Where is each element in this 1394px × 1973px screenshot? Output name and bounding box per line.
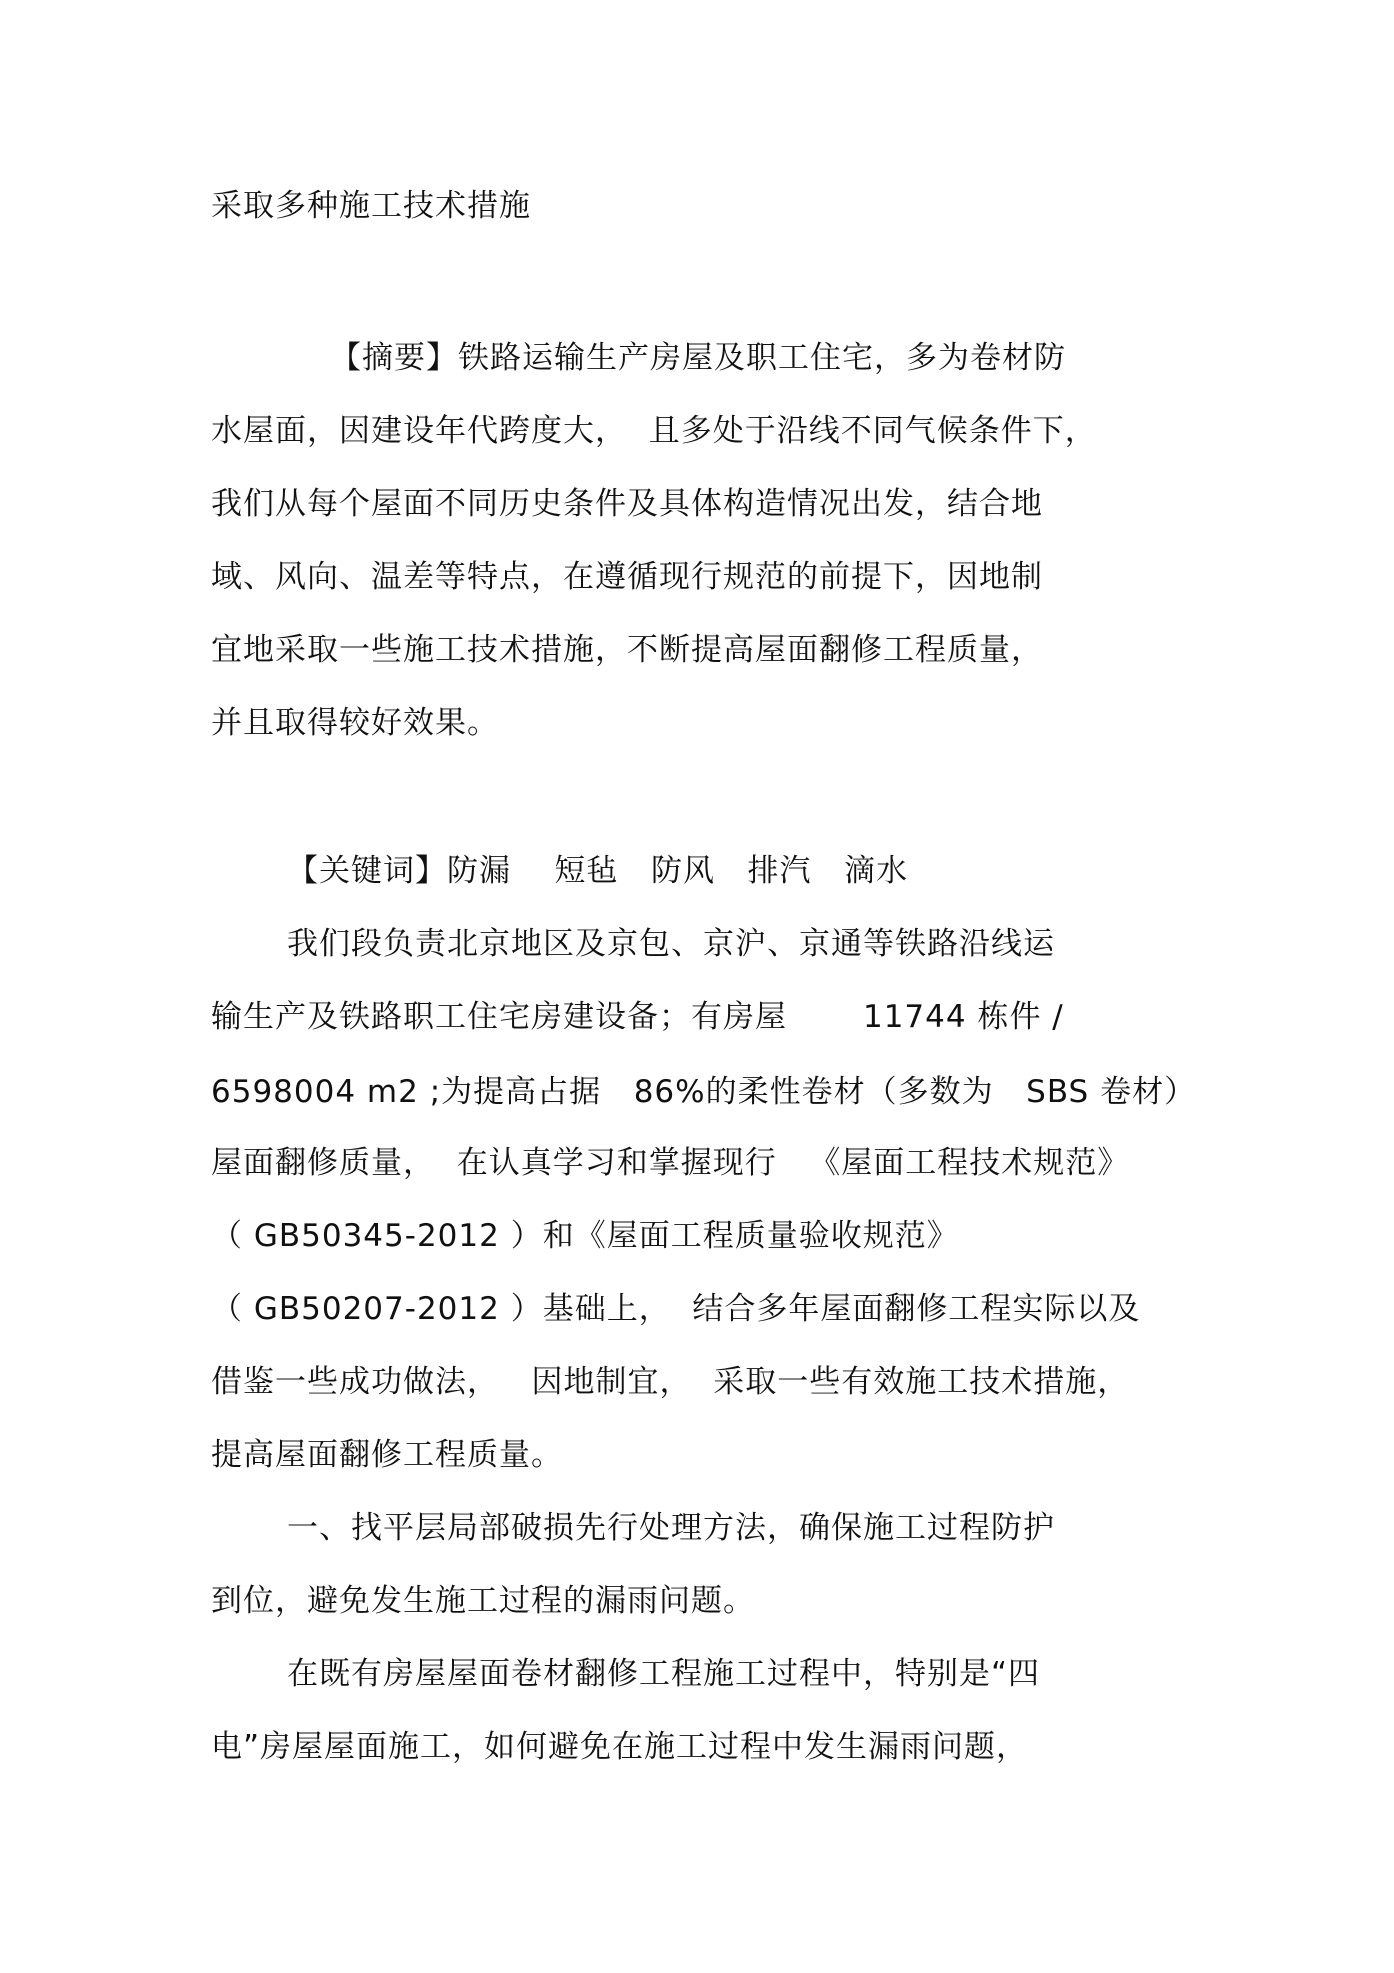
intro-line: 6598004 m2 ;为提高占据 86%的柔性卷材（多数为 SBS 卷材） <box>211 1074 1197 1110</box>
abstract-line: 水屋面，因建设年代跨度大， 且多处于沿线不同气候条件下， <box>211 413 1097 449</box>
intro-line: 输生产及铁路职工住宅房建设备；有房屋 11744 栋件 / <box>211 999 1064 1035</box>
abstract-line: 并且取得较好效果。 <box>211 705 499 741</box>
intro-line: 我们段负责北京地区及京包、京沪、京通等铁路沿线运 <box>287 926 1055 962</box>
intro-line: 提高屋面翻修工程质量。 <box>211 1437 563 1473</box>
intro-line: 借鉴一些成功做法， 因地制宜， 采取一些有效施工技术措施， <box>211 1364 1130 1400</box>
section-body-line: 在既有房屋屋面卷材翻修工程施工过程中，特别是“四 <box>287 1656 1041 1692</box>
intro-line: （ GB50345-2012 ）和《屋面工程质量验收规范》 <box>211 1218 959 1254</box>
keywords-line: 【关键词】防漏 短毡 防风 排汽 滴水 <box>287 853 909 889</box>
section-heading-line: 一、找平层局部破损先行处理方法，确保施工过程防护 <box>287 1510 1055 1546</box>
document-title: 采取多种施工技术措施 <box>211 188 531 224</box>
section-body-line: 电”房屋屋面施工，如何避免在施工过程中发生漏雨问题， <box>211 1729 1029 1765</box>
abstract-line: 【摘要】铁路运输生产房屋及职工住宅，多为卷材防 <box>330 340 1066 376</box>
abstract-line: 宜地采取一些施工技术措施，不断提高屋面翻修工程质量， <box>211 632 1043 668</box>
intro-line: （ GB50207-2012 ）基础上， 结合多年屋面翻修工程实际以及 <box>211 1291 1141 1327</box>
abstract-line: 域、风向、温差等特点，在遵循现行规范的前提下，因地制 <box>211 559 1043 595</box>
abstract-line: 我们从每个屋面不同历史条件及具体构造情况出发，结合地 <box>211 486 1043 522</box>
intro-line: 屋面翻修质量， 在认真学习和掌握现行 《屋面工程技术规范》 <box>211 1145 1130 1181</box>
section-heading-line: 到位，避免发生施工过程的漏雨问题。 <box>211 1583 755 1619</box>
